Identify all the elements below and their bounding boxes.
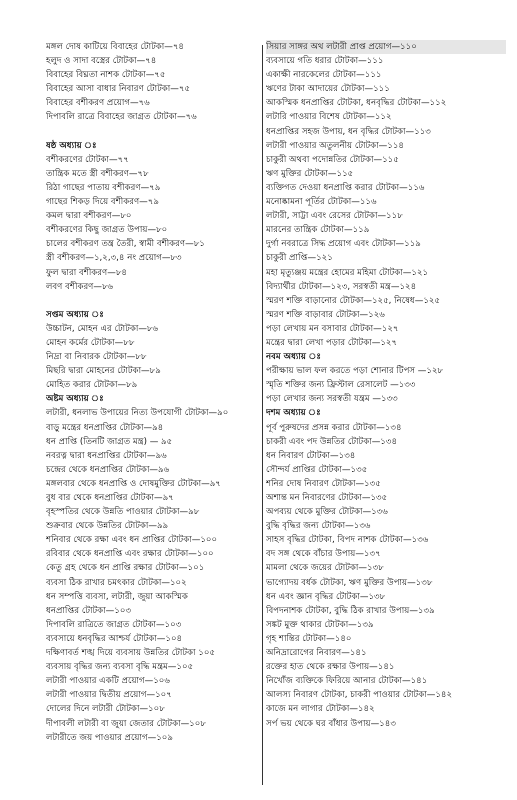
index-entry: বিবাহের আসা বাধার নিবারণ টোটকা—৭৫ [46,84,191,95]
index-entry: গৃহ শান্তির টোটকা—১৪০ [266,633,352,644]
index-entry: দিপাবলি রাত্রে বিবাহের জাগ্রত টোটকা—৭৬ [46,112,197,123]
index-entry: স্মরণ শক্তি বাড়াবার টোটকা—১২৬ [266,309,385,320]
index-entry: শনিবার থেকে রক্ষা এবং ধন প্রাপ্তির টোটকা—১০০ [46,535,218,546]
index-entry: আলস্য নিবারণ টোটকা, চাকরী পাওয়ার টোটকা—১৪২ [266,690,453,701]
column-divider [262,45,263,785]
index-entry: লটারী, ধনলাভ উপায়ের নিত্য উপযোগী টোটকা—৯০ [46,408,229,419]
index-entry: স্মরণ শক্তি বাড়ানোর টোটকা—১২৫, নিষেধ—১২৫ [266,295,441,306]
index-entry: দক্ষিণাবর্ত শঙ্খ দিয়ে ব্যবসায় উন্নতির টোটকা ১০৫ [46,648,216,659]
index-entry: মঙ্গল দোষ কাটিয়ে বিবাহের টোটকা—৭৪ [46,42,185,52]
index-entry: মনোষ্কামনা পূর্তির টোটকা—১১৬ [266,197,377,208]
index-entry: সাহস বৃদ্ধির টোটকা, বিপদ নাশক টোটকা—১৩৬ [266,535,429,546]
index-entry: বিদ্যার্থীর টোটকা—১২৩, সরস্বতী মন্ত্র—১২৪ [266,281,417,292]
index-entry: পরীক্ষায় ভাল ফল করতে পড়া শোনার টিপস —১২৮ [266,366,444,377]
index-column-right [266,40,506,731]
index-column-left [46,40,260,745]
index-entry: স্ত্রী বশীকরণ—১,২,৩,৪ নং প্রয়োগ—৮৩ [46,253,182,264]
index-entry: মহা মৃত্যুঞ্জয় মন্ত্রের হোমের মহিমা টোটকা—১২১ [266,267,429,278]
chapter-heading: নবম অধ্যায় ঃ [266,352,321,363]
index-entry: অনিদ্রারোগের নিবারণ—১৪১ [266,648,367,659]
index-entry: ব্যক্তিগত দেওয়া ধনপ্রাপ্তি করার টোটকা—১১৬ [266,182,425,193]
blank-line [46,294,260,308]
index-entry: ধন নিবারণ টোটকা—১৩৪ [266,450,356,461]
index-entry: ফুল দ্বারা বশীকরণ—৮৪ [46,267,127,278]
blank-line [46,125,260,139]
index-entry: বুদ্ধি বৃদ্ধির জন্য টোটকা—১৩৬ [266,521,371,532]
index-entry: লটারি পাওয়ার বিশেষ টোটকা—১১২ [266,112,392,123]
index-entry: ঋণ মুক্তির টোটকা—১১৫ [266,168,354,179]
index-entry: দিপাবলি রাত্রিতে জাগ্রত টোটকা—১০৩ [46,619,182,630]
index-entry: মোহন কর্মের টোটকা—৮৮ [46,337,135,348]
chapter-heading: দশম অধ্যায় ঃ [266,408,321,419]
index-entry: ধন এবং জ্ঞান বৃদ্ধির টোটকা—১৩৮ [266,591,386,602]
index-entry: পড়া লেখার জন্য সরস্বতী যন্ত্রম —১৩৩ [266,394,398,405]
index-entry: বদ সঙ্গ থেকে বাঁচার উপায়—১৩৭ [266,549,381,560]
index-entry: মারনের তান্ত্রিক টোটকা—১১৯ [266,225,370,236]
index-entry: ধন প্রাপ্তি (তিনটি জাগ্রত মন্ত্র) — ৯৫ [46,436,173,447]
index-entry: বিবাহের বিঘ্নতা নাশক টোটকা—৭৫ [46,70,166,81]
index-entry: মামলা থেকে জয়ের টোটকা—১৩৮ [266,563,384,574]
index-entry: রিঠা গাছের পাতায় বশীকরণ—৭৯ [46,182,161,193]
index-entry: রক্তের হাত থেকে রক্ষার উপায়—১৪১ [266,662,395,673]
index-entry: চাকুরী প্রাপ্তি—১২১ [266,253,333,264]
index-entry: কাজে মন লাগার টোটকা—১৪২ [266,704,375,715]
chapter-heading: অষ্টম অধ্যায় ঃ [46,394,104,405]
index-entry: লবণ বশীকরণ—৮৬ [46,281,114,292]
index-entry: পড়া লেখায় মন বসাবার টোটকা—১২৭ [266,323,399,334]
index-entry: দীপাবলী লটারী বা জুয়া জেতার টোটকা—১০৮ [46,718,206,729]
index-entry: রবিবার থেকে ধনপ্রাপ্তি এবং রক্ষার টোটকা—১০০ [46,549,214,560]
index-entry: মোহিত করার টোটকা—৮৯ [46,380,138,391]
index-entry: শুক্রবার থেকে উন্নতির টোটকা—৯৯ [46,521,169,532]
index-entry: কেতু গ্রহ থেকে ধন প্রাপ্তি রক্ষার টোটকা—১০১ [46,563,205,574]
index-entry: ধন সম্পত্তি ব্যবসা, লটারী, জুয়া আকস্মিক [46,591,188,602]
index-entry: নিদ্রা বা নিবারক টোটকা—৮৮ [46,352,147,363]
index-entry: সৌন্দর্য প্রাপ্তির টোটকা—১৩৫ [266,464,368,475]
index-entry: অশান্ত মন নিবারণের টোটকা—১৩৫ [266,493,388,503]
index-entry: বশীকরণের কিছু জাগ্রত উপায়—৮০ [46,225,168,236]
index-entry: ধনপ্রাপ্তির টোটকা—১০৩ [46,605,132,616]
index-entry: আকস্মিক ধনপ্রাপ্তির টোটকা, ধনবৃদ্ধির টোটকা—১১২ [266,98,447,109]
index-entry: চন্দ্রের থেকে ধনপ্রাপ্তির টোটকা—৯৬ [46,464,170,475]
index-entry: সর্প ভয় থেকে ঘর বাঁধার উপায়—১৪৩ [266,718,396,729]
index-entry: কমল দ্বারা বশীকরণ—৮০ [46,211,132,222]
index-entry: মিছরি দ্বারা মোহনের টোটকা—৮৯ [46,366,161,377]
index-entry: লটারী, সাট্টা এবং রেসের টোটকা—১১৮ [266,211,403,222]
index-entry: ব্যবসা ঠিক রাখার চমৎকার টোটকা—১০২ [46,577,187,588]
index-entry: বাড়ু মন্ত্রের ধনপ্রাপ্তির টোটকা—৯৪ [46,422,164,433]
index-entry: চালের বশীকরণ তন্ত্র তৈরী, স্বামী বশীকরণ—৮১ [46,239,205,250]
index-entry: সিয়ার সাঙ্গর অথ লটারী প্রাপ্ত প্রয়োগ—১১০ [266,40,506,54]
index-entry: লটারীতে জয় পাওয়ার প্রয়োগ—১০৯ [46,732,173,743]
index-entry: দুর্গা নবরাত্রে সিদ্ধ প্রয়োগ এবং টোটকা—১১৯ [266,239,421,250]
index-entry: চাকুরী অথবা পদোন্নতির টোটকা—১১৫ [266,154,399,165]
index-entry: দোলের দিনে লটারী টোটকা—১০৮ [46,704,165,715]
index-entry: ব্যবসায়ে ধনবৃদ্ধির আশ্চর্য টোটকা—১০৪ [46,633,183,644]
index-entry: হলুদ ও সাদা বস্ত্রের টোটকা—৭৪ [46,56,157,67]
index-entry: লটারী পাওয়ার একটি প্রয়োগ—১০৬ [46,676,170,687]
index-entry: নিখোঁজ ব্যক্তিকে ফিরিয়ে আনার টোটকা—১৪১ [266,676,428,687]
index-entry: বুধ বার থেকে ধনপ্রাপ্তির টোটকা—৯৭ [46,493,174,503]
index-entry: বৃহস্পতির থেকে উন্নতি পাওয়ার টোটকা—৯৮ [46,507,200,518]
index-entry: মন্ত্রের দ্বারা লেখা পড়ার টোটকা—১২৭ [266,337,398,348]
index-entry: বিবাহের বশীকরণ প্রয়োগ—৭৬ [46,98,150,109]
index-entry: পূর্ব পুরুষদের প্রসন্ন করার টোটকা—১৩৪ [266,422,402,433]
index-entry: ধনপ্রাপ্তির সহজ উপায়, ধন বৃদ্ধির টোটকা—১১৩ [266,126,431,137]
index-entry: লটারী পাওয়ার দ্বিতীয় প্রয়োগ—১০৭ [46,690,172,701]
index-entry: স্মৃতি শক্তির জন্য ফ্রিস্টাল রেসালেট —১৩৩ [266,380,416,391]
index-entry: নবরত্ন দ্বারা ধনপ্রাপ্তির টোটকা—৯৬ [46,450,167,461]
index-entry: একাক্ষী নারকেলের টোটকা—১১১ [266,70,382,81]
index-entry: বিপদনাশক টোটকা, বুদ্ধি ঠিক রাখার উপায়—১৩৯ [266,605,435,616]
index-entry: শনির দোষ নিবারণ টোটকা—১৩৫ [266,478,381,489]
index-entry: সঙ্কট মুক্ত থাকার টোটকা—১৩৯ [266,619,374,630]
index-entry: লটারী পাওয়ার অতুলনীয় টোটকা—১১৪ [266,140,405,151]
index-entry: অপব্যয় থেকে মুক্তির টোটকা—১৩৬ [266,507,388,518]
index-entry: ব্যবসায়ে গতি ধরার টোটকা—১১১ [266,56,384,67]
index-entry: বশীকরণের টোটকা—৭৭ [46,154,129,165]
index-entry: উচ্চাটন, মোহন এর টোটকা—৮৬ [46,323,159,334]
index-entry: মঙ্গলবার থেকে ধনপ্রাপ্তি ও দোষমুক্তির টোটকা—৯৭ [46,478,221,489]
index-entry: ঋণের টাকা আদায়ের টোটকা—১১১ [266,84,390,95]
index-entry: গাছের শিকড় দিয়ে বশীকরণ—৭৯ [46,197,159,208]
index-entry: ব্যবসায় বৃদ্ধির জন্য ব্যবসা বৃদ্ধি মন্ত্রম—১০৫ [46,662,194,673]
index-entry: ভাগ্যোদয় বর্ধক টোটকা, ঋণ মুক্তির উপায়—১৩৮ [266,577,433,588]
index-entry: চাকরী এবং পদ উন্নতির টোটকা—১৩৪ [266,436,398,447]
chapter-heading: ষষ্ঠ অধ্যায় ঃ [46,140,97,151]
chapter-heading: সপ্তম অধ্যায় ঃ [46,309,104,320]
index-entry: তান্ত্রিক মতে স্ত্রী বশীকরণ—৭৮ [46,168,149,179]
